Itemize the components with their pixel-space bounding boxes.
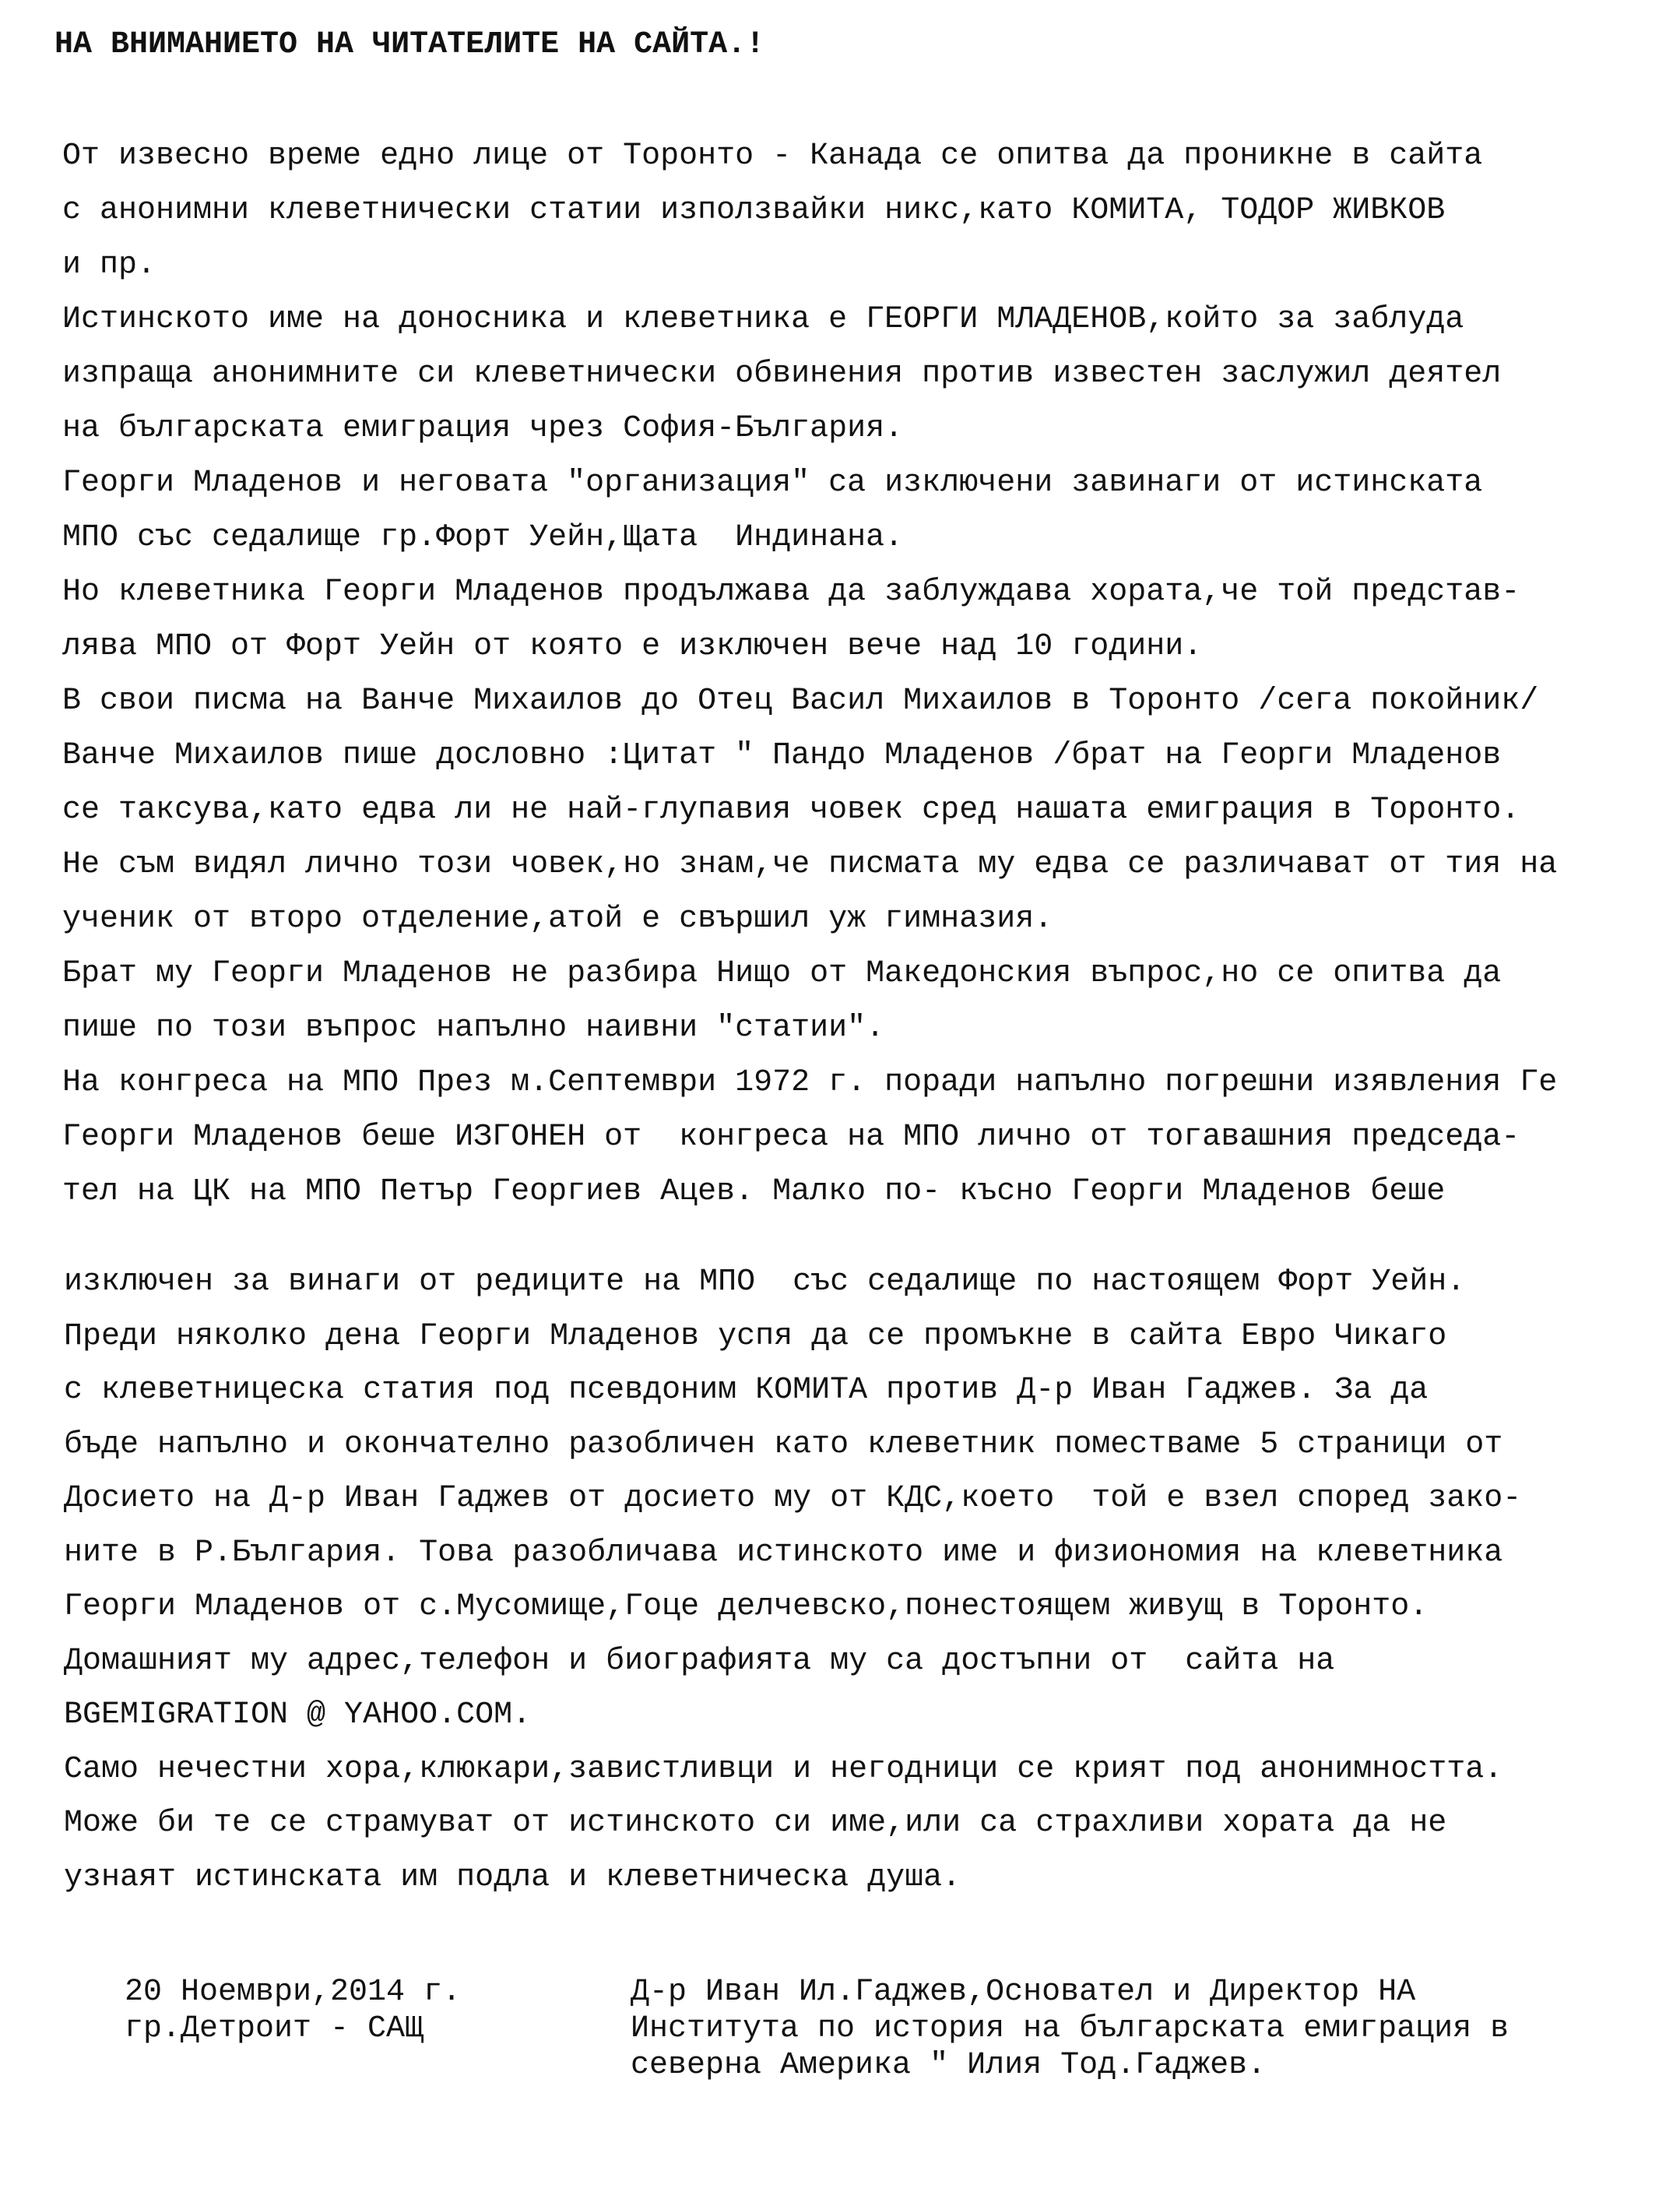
text-line: се таксува,като едва ли не най-глупавия човек сред нашата емиграция в Торонто.	[62, 793, 1520, 828]
date-place	[125, 1974, 461, 2047]
signature-block	[631, 1974, 1509, 2084]
text-line: МПО със седалище гр.Форт Уейн,Щата Индинана.	[62, 520, 904, 555]
text-line: с анонимни клеветнически статии използвайки никс,като КОМИТА, ТОДОР ЖИВКОВ	[62, 193, 1446, 228]
text-line: с клеветницеска статия под псевдоним КОМИТА против Д-р Иван Гаджев. За да	[64, 1373, 1429, 1408]
text-line: Георги Младенов беше ИЗГОНЕН от конгреса на МПО лично от тогавашния председа-	[62, 1120, 1520, 1155]
date: 20 Ноември,2014 г.	[125, 1975, 462, 2010]
body-part-1	[62, 129, 1557, 1219]
text-line: BGEMIGRATION @ YAHOO.COM.	[64, 1698, 532, 1733]
body-part-2	[64, 1255, 1521, 1905]
text-line: Георги Младенов и неговата "организация" са изключени завинаги от истинската	[62, 466, 1483, 501]
text-line: Ванче Михаилов пише дословно :Цитат " Пандо Младенов /брат на Георги Младенов	[62, 738, 1502, 773]
text-line: изпраща анонимните си клеветнически обвинения против извеcтен заслужил деятел	[62, 357, 1502, 392]
text-line: ните в Р.България. Това разобличава истинското име и физиономия на клеветника	[64, 1535, 1503, 1571]
text-line: Домашният му адрес,телефон и биографията му са достъпни от сайта на	[64, 1643, 1335, 1679]
text-line: Не съм видял лично този човек,но знам,че писмата му едва се различават от тия на	[62, 847, 1558, 882]
signature-line: северна Америка " Илия Тод.Гаджев.	[631, 2048, 1267, 2083]
document-title: НА ВНИМАНИЕТО НА ЧИТАТЕЛИТЕ НА САЙТА.!	[54, 27, 765, 62]
text-line: Досието на Д-р Иван Гаджев от досието му от КДС,което той е взел според зако-	[64, 1481, 1522, 1516]
text-line: Преди няколко дена Георги Младенов успя да се промъкне в сайта Евро Чикаго	[64, 1318, 1447, 1354]
text-line: пише по този въпрос напълно наивни "статии".	[62, 1011, 885, 1046]
text-line: узнаят истинската им подла и клеветническа душа.	[64, 1859, 961, 1895]
text-line: изключен за винаги от редиците на МПО със седалище по настоящем Форт Уейн.	[64, 1265, 1466, 1300]
text-line: ученик от второ отделение,атой е свършил уж гимназия.	[62, 902, 1053, 937]
text-line: Брат му Георги Младенов не разбира Нищо от Македонския въпрос,но се опитва да	[62, 956, 1502, 991]
text-line: На конгреса на МПО През м.Септември 1972 г. поради напълно погрешни изявления Ге	[62, 1065, 1558, 1100]
place: гр.Детроит - САЩ	[125, 2011, 424, 2046]
text-line: В свои писма на Ванче Михаилов до Отец Васил Михаилов в Торонто /сега покойник/	[62, 684, 1539, 719]
text-line: Но клеветника Георги Младенов продължава да заблуждава хората,че той представ-	[62, 575, 1520, 610]
text-line: Може би те се страмуват от истинското си име,или са страхливи хората да не	[64, 1806, 1447, 1841]
text-line: и пр.	[62, 248, 156, 283]
text-line: Георги Младенов от с.Мусомище,Гоце делчевско,понестоящем живущ в Торонто.	[64, 1589, 1429, 1624]
text-line: Истинското име на доносника и клеветника е ГЕОРГИ МЛАДЕНОВ,който за заблуда	[62, 302, 1464, 337]
text-line: Само нечестни хора,клюкари,завистливци и негодници се крият под анонимността.	[64, 1751, 1503, 1787]
text-line: От извесно време едно лице от Торонто - Канада се опитва да проникне в сайта	[62, 139, 1483, 174]
text-line: на българската емиграция чрез София-България.	[62, 411, 904, 446]
text-line: лява МПО от Форт Уейн от която е изключен вече над 10 години.	[62, 629, 1203, 664]
text-line: тел на ЦК на МПО Петър Георгиев Ацев. Малко по- късно Георги Младенов беше	[62, 1174, 1446, 1209]
signature-line: Института по история на българската емиграция в	[631, 2011, 1510, 2046]
text-line: бъде напълно и окончателно разобличен като клеветник помествамe 5 страници от	[64, 1427, 1503, 1462]
signature-line: Д-р Иван Ил.Гаджев,Основател и Директор НА	[631, 1975, 1416, 2010]
